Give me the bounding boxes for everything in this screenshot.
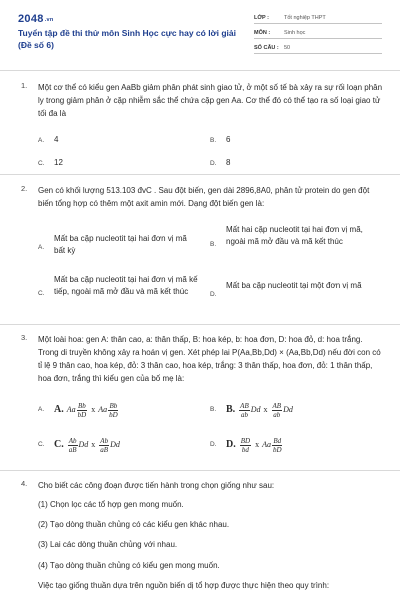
option-text: 8 bbox=[226, 158, 231, 167]
option-letter: A. bbox=[38, 244, 45, 251]
option-letter: D. bbox=[210, 441, 217, 448]
divider bbox=[0, 174, 400, 175]
fraction-num: Bd bbox=[273, 436, 282, 445]
question-tail-text: Việc tạo giống thuần dựa trên nguồn biến dị tổ hợp được thực hiện theo quy trình: bbox=[38, 581, 330, 590]
times-sign: x bbox=[263, 405, 268, 414]
option-d[interactable] bbox=[210, 280, 385, 310]
fraction-num: Ab bbox=[68, 436, 77, 445]
option-big-letter: A. bbox=[54, 404, 64, 415]
fraction-num: AB bbox=[272, 401, 282, 410]
option-text: Mất hai cặp nucleotit tại hai đơn vị mã, ngoài mã mở đầu và mã kết thúc bbox=[226, 225, 363, 246]
option-text: Mất ba cặp nucleotit tại hai đơn vị mã bất kỳ bbox=[54, 234, 187, 255]
option-b[interactable] bbox=[210, 399, 293, 421]
fraction-num: Ab bbox=[100, 436, 109, 445]
option-letter: C. bbox=[38, 290, 45, 297]
fraction bbox=[272, 437, 283, 454]
meta-key: SỐ CÂU : bbox=[254, 44, 279, 51]
option-text: Mất ba cặp nucleotit tại hai đơn vị mã kế tiếp, ngoài mã mở đầu và mã kết thúc bbox=[54, 275, 198, 296]
genotype-formula bbox=[226, 402, 293, 419]
divider bbox=[0, 324, 400, 325]
option-c[interactable] bbox=[38, 157, 63, 170]
step-item: (2) Tạo dòng thuần chủng có các kiểu gen khác nhau. bbox=[38, 520, 230, 529]
formula-suffix: Dd bbox=[283, 405, 293, 414]
fraction-den: bD bbox=[109, 410, 118, 419]
fraction bbox=[108, 402, 119, 419]
step-item: (3) Lai các dòng thuần chủng với nhau. bbox=[38, 540, 178, 549]
fraction-num: BD bbox=[240, 436, 251, 445]
meta-value: Sinh học bbox=[284, 29, 306, 36]
fraction-den: aB bbox=[100, 445, 109, 454]
option-text: 6 bbox=[226, 135, 231, 144]
formula-prefix: Aa bbox=[66, 405, 76, 414]
option-a[interactable] bbox=[38, 229, 203, 267]
fraction-num: Bb bbox=[109, 401, 118, 410]
question-number: 1. bbox=[21, 81, 28, 90]
fraction-den: ab bbox=[273, 410, 281, 419]
fraction bbox=[272, 402, 283, 419]
meta-key: MÔN : bbox=[254, 29, 271, 36]
question-1 bbox=[0, 81, 400, 181]
option-letter: B. bbox=[210, 137, 217, 144]
meta-key: LỚP : bbox=[254, 14, 269, 21]
fraction bbox=[68, 437, 78, 454]
question-2 bbox=[0, 184, 400, 324]
question-number: 3. bbox=[21, 333, 28, 342]
option-letter: A. bbox=[38, 137, 45, 144]
fraction-den: bD bbox=[272, 445, 282, 454]
formula-suffix: Dd bbox=[250, 405, 261, 414]
formula-suffix: Dd bbox=[78, 440, 89, 449]
genotype-formula bbox=[54, 402, 120, 419]
meta-value: 50 bbox=[284, 44, 291, 51]
question-text: Một cơ thể có kiểu gen AaBb giảm phân phát sinh giao tử, ở một số tế bà xảy ra sự rối loạn phân ly trong giảm phân ở cặp nhiễm sắc thể chứa cặp gen Aa. Cơ thể đó có thể tạo ra số loại giao tử tối đa là bbox=[38, 83, 383, 118]
formula-prefix: Aa bbox=[98, 405, 108, 414]
option-big-letter: B. bbox=[226, 404, 236, 415]
option-big-letter: C. bbox=[54, 439, 64, 450]
fraction-num: Bb bbox=[78, 401, 86, 410]
option-b[interactable] bbox=[210, 224, 385, 266]
option-letter: D. bbox=[210, 291, 217, 298]
question-4 bbox=[0, 479, 400, 600]
divider bbox=[0, 70, 400, 71]
fraction bbox=[240, 437, 251, 454]
option-letter: B. bbox=[210, 406, 217, 413]
option-letter: B. bbox=[210, 241, 217, 248]
fraction-num: AB bbox=[240, 401, 249, 410]
question-3 bbox=[0, 333, 400, 468]
fraction-den: aB bbox=[68, 445, 77, 454]
option-d[interactable] bbox=[210, 157, 230, 170]
option-text: 12 bbox=[54, 158, 63, 167]
times-sign: x bbox=[255, 440, 260, 449]
question-text: Gen có khối lượng 513.103 đvC . Sau đột biến, gen dài 2896,8A0, phân tử protein do gen đột biến tổng hợp có thêm một axit amin mới. Dạng đột biến gen là: bbox=[38, 186, 370, 208]
option-text: 4 bbox=[54, 135, 59, 144]
fraction-den: bd bbox=[241, 445, 249, 454]
fraction bbox=[77, 402, 88, 419]
step-item: (1) Chọn lọc các tổ hợp gen mong muốn. bbox=[38, 500, 184, 509]
formula-prefix: Aa bbox=[262, 440, 271, 449]
option-a[interactable] bbox=[38, 134, 58, 147]
option-letter: D. bbox=[210, 160, 217, 167]
times-sign: x bbox=[91, 405, 96, 414]
meta-row-class bbox=[254, 12, 382, 24]
option-c[interactable] bbox=[38, 274, 208, 314]
genotype-formula bbox=[226, 437, 284, 454]
genotype-formula bbox=[54, 437, 120, 454]
option-b[interactable] bbox=[210, 134, 230, 147]
formula-suffix: Dd bbox=[110, 440, 120, 449]
fraction bbox=[99, 437, 109, 454]
times-sign: x bbox=[91, 440, 96, 449]
document-title: Tuyển tập đề thi thử môn Sinh Học cực hay có lời giải (Đề số 6) bbox=[18, 28, 236, 50]
option-d[interactable] bbox=[210, 434, 284, 456]
question-number: 4. bbox=[21, 479, 28, 488]
option-letter: C. bbox=[38, 160, 45, 167]
fraction-den: bD bbox=[77, 410, 87, 419]
question-number: 2. bbox=[21, 184, 28, 193]
question-text: Cho biết các công đoạn được tiến hành trong chọn giống như sau: bbox=[38, 481, 275, 490]
meta-row-count bbox=[254, 42, 382, 54]
option-letter: C. bbox=[38, 441, 45, 448]
fraction-den: ab bbox=[240, 410, 248, 419]
option-c[interactable] bbox=[38, 434, 120, 456]
meta-info bbox=[254, 12, 382, 57]
divider bbox=[0, 470, 400, 471]
fraction bbox=[239, 402, 250, 419]
question-text: Một loài hoa: gen A: thân cao, a: thân thấp, B: hoa kép, b: hoa đơn, D: hoa đỏ, d: hoa trắng. Trong di truyền không xảy ra hoán vị gen. Xét phép lai P(Aa,Bb,Dd) × (Aa,Bb,Dd) nếu đời con có tỉ lệ 9 thân cao, hoa kép, đỏ: 3 thân cao, hoa kép, trắng: 3 thân thấp, hoa đơn, đỏ: 1 thân thấp, hoa đơn, trắng thì kiểu gen của bố mẹ là: bbox=[38, 335, 381, 383]
option-letter: A. bbox=[38, 406, 45, 413]
step-item: (4) Tạo dòng thuần chủng có kiểu gen mong muốn. bbox=[38, 561, 220, 570]
header bbox=[0, 0, 400, 64]
site-logo[interactable]: 2048.vn bbox=[18, 13, 54, 25]
meta-row-subject bbox=[254, 27, 382, 39]
meta-value: Tốt nghiệp THPT bbox=[284, 14, 326, 21]
option-text: Mất ba cặp nucleotit tại một đơn vị mã bbox=[226, 281, 362, 290]
option-a[interactable] bbox=[38, 399, 120, 421]
option-big-letter: D. bbox=[226, 439, 236, 450]
